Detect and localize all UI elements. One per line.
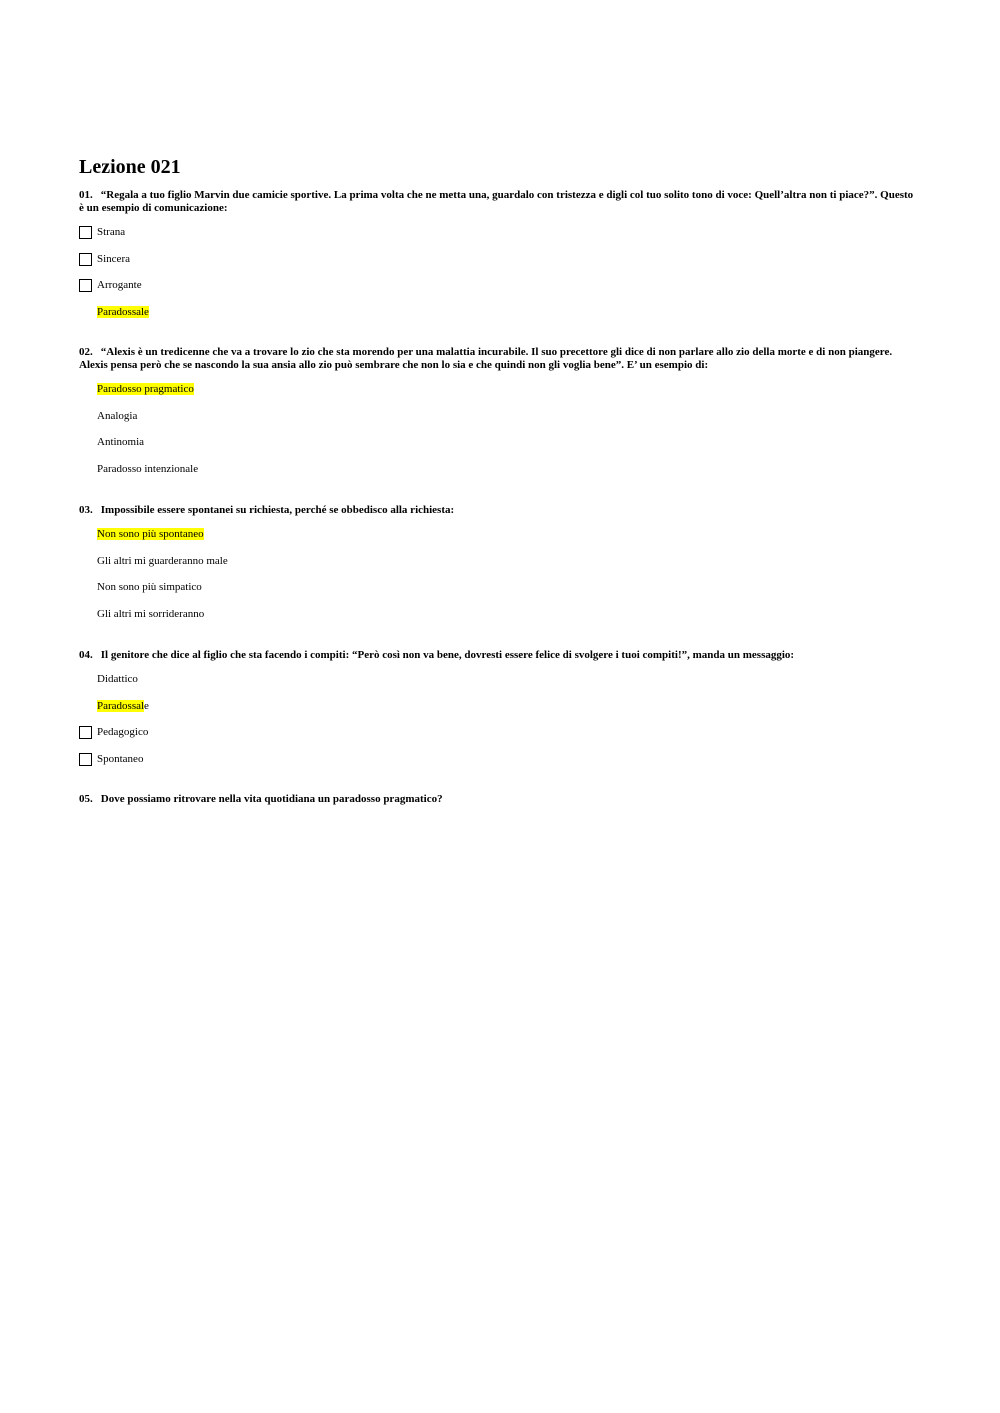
answer-label[interactable]: Pedagogico xyxy=(97,726,149,738)
question-body: Dove possiamo ritrovare nella vita quotidiana un paradosso pragmatico? xyxy=(100,793,443,805)
answer-checkbox[interactable] xyxy=(79,253,92,266)
answer-checkbox[interactable] xyxy=(79,226,92,239)
answer-label[interactable]: Antinomia xyxy=(97,436,145,448)
answer-option xyxy=(79,278,919,305)
question-2 xyxy=(79,346,919,488)
answer-option xyxy=(79,725,919,752)
question-text xyxy=(79,346,919,372)
answer-options xyxy=(79,382,919,488)
highlighted-answer: Non sono più spontaneo xyxy=(97,528,204,540)
highlighted-answer: Paradosso pragmatico xyxy=(97,383,194,395)
answer-option-correct xyxy=(79,699,919,726)
question-body: Il genitore che dice al figlio che sta facendo i compiti: “Però così non va bene, dovresti essere felice di svolgere i tuoi compiti!”, manda un messaggio: xyxy=(100,649,795,661)
answer-label[interactable]: Gli altri mi sorrideranno xyxy=(97,607,205,620)
question-number: 05. xyxy=(79,793,93,805)
answer-label[interactable]: Didattico xyxy=(97,673,138,685)
question-number: 03. xyxy=(79,504,93,516)
answer-options xyxy=(79,672,919,778)
question-4 xyxy=(79,649,919,778)
answer-label[interactable]: Non sono più simpatico xyxy=(97,581,202,593)
question-number: 01. xyxy=(79,189,93,201)
question-number: 04. xyxy=(79,649,93,661)
answer-option-correct xyxy=(79,382,919,409)
answer-option xyxy=(79,672,919,699)
question-number: 02. xyxy=(79,346,93,358)
page-title: Lezione 021 xyxy=(79,156,181,178)
answer-option xyxy=(79,554,919,581)
answer-option xyxy=(79,252,919,279)
answer-option xyxy=(79,580,919,607)
answer-label[interactable] xyxy=(97,382,194,396)
question-5 xyxy=(79,793,919,806)
answer-option xyxy=(79,462,919,489)
answer-label[interactable]: Paradossale xyxy=(97,699,149,712)
question-text xyxy=(79,504,919,517)
highlighted-answer: Paradossal xyxy=(97,699,145,712)
answer-checkbox[interactable] xyxy=(79,753,92,766)
question-body: “Alexis è un tredicenne che va a trovare lo zio che sta morendo per una malattia incurabile. Il suo precettore gli dice di non parlare allo zio della morte e di non piangere. Alexis pensa però che se nascondo la sua ansia allo zio può sembrare che non lo sia e che quindi non gli voglia bene”. E’ un esempio di: xyxy=(79,346,893,371)
answer-label[interactable]: Paradosso intenzionale xyxy=(97,462,199,475)
answer-options xyxy=(79,527,919,633)
answer-label[interactable]: Gli altri mi guarderanno male xyxy=(97,554,228,567)
answer-option xyxy=(79,752,919,779)
answer-option-correct xyxy=(79,527,919,554)
question-text xyxy=(79,793,919,806)
question-body: Impossibile essere spontanei su richiesta, perché se obbedisco alla richiesta: xyxy=(100,504,455,516)
answer-checkbox[interactable] xyxy=(79,279,92,292)
answer-option-correct xyxy=(79,305,919,332)
answer-option xyxy=(79,409,919,436)
question-body: “Regala a tuo figlio Marvin due camicie sportive. La prima volta che ne metta una, guardalo con tristezza e digli col tuo solito tono di voce: Quell’altra non ti piace?”. Questo è un esempio di comunicazione: xyxy=(79,189,914,214)
answer-label[interactable] xyxy=(97,305,149,319)
answer-checkbox[interactable] xyxy=(79,726,92,739)
answer-options xyxy=(79,225,919,331)
answer-option xyxy=(79,607,919,634)
answer-option xyxy=(79,225,919,252)
question-3 xyxy=(79,504,919,633)
question-1 xyxy=(79,189,919,331)
answer-label[interactable]: Sincera xyxy=(97,252,130,265)
answer-label[interactable]: Arrogante xyxy=(97,279,142,291)
answer-label[interactable] xyxy=(97,527,204,541)
answer-label[interactable]: Strana xyxy=(97,226,126,238)
answer-option xyxy=(79,435,919,462)
highlighted-answer: Paradossale xyxy=(97,305,149,318)
question-text xyxy=(79,189,919,215)
question-text xyxy=(79,649,919,662)
answer-label[interactable]: Spontaneo xyxy=(97,752,144,765)
answer-label[interactable]: Analogia xyxy=(97,409,138,422)
